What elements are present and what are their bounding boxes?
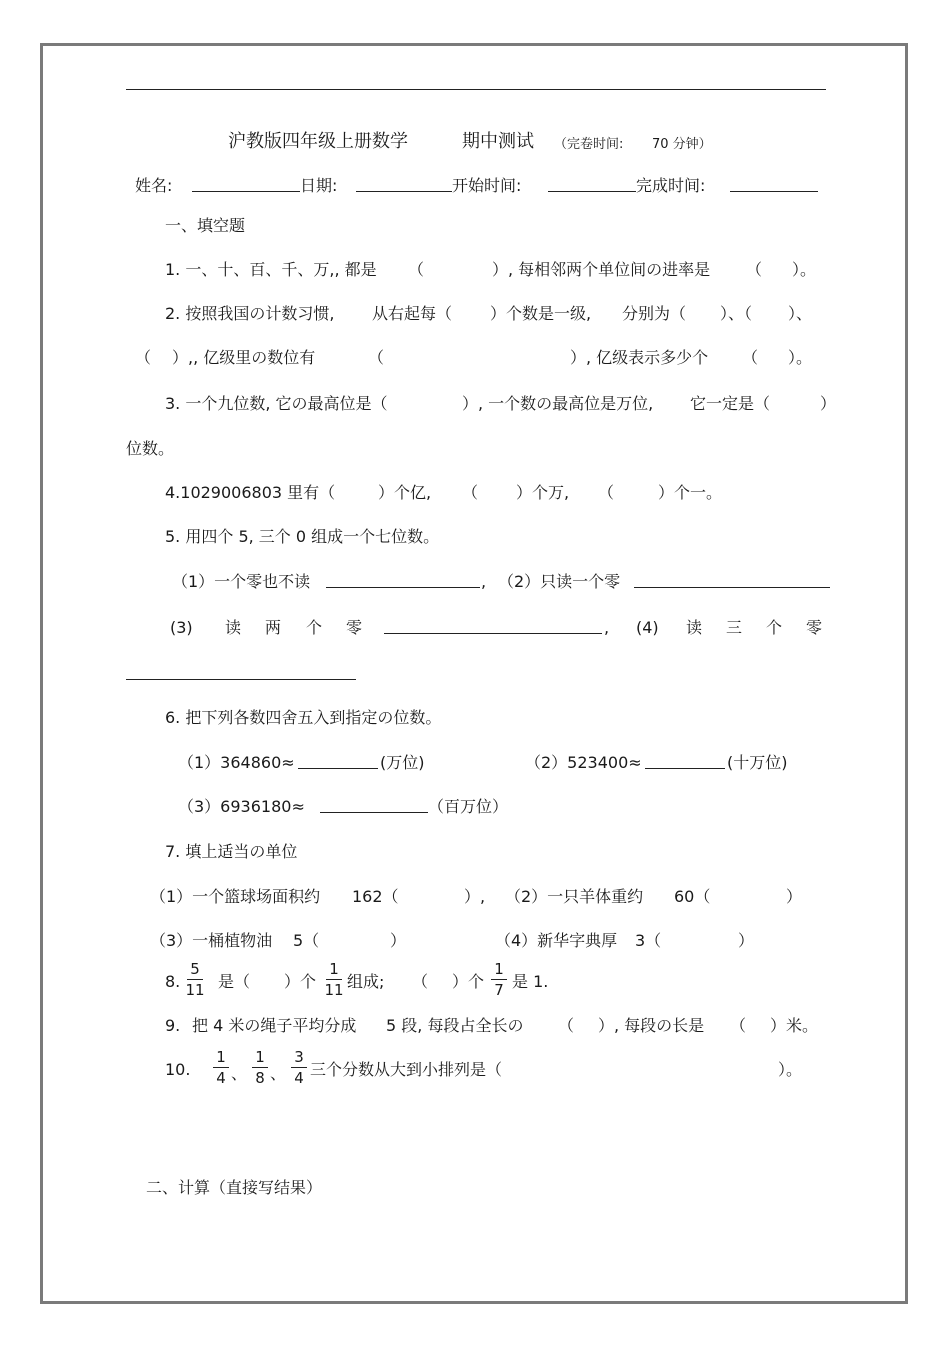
q2-line2-f: ）。 (788, 348, 813, 367)
q9-text-e: ）, 每段の长是 (598, 1016, 705, 1035)
fraction-bar (252, 1067, 268, 1068)
fraction-denominator: 4 (216, 1069, 226, 1087)
q1-text-a: 1. 一、十、百、千、万,, 都是 (165, 260, 377, 279)
header-rule (126, 89, 826, 90)
q8-fraction-1-7 (488, 960, 510, 999)
q7-part4-a: （4）新华字典厚 (495, 931, 618, 950)
q5-part1-blank[interactable] (326, 572, 480, 588)
q6-part1-b: (万位) (380, 753, 425, 772)
q7-part1-c: ）, (464, 887, 486, 906)
name-blank[interactable] (192, 176, 300, 192)
q8-text-b: ）个 (284, 972, 317, 991)
q9-text-f: （ (730, 1016, 747, 1035)
q5-part2: （2）只读一个零 (498, 572, 621, 591)
q7-part2-c: ） (786, 887, 803, 906)
q4-text-b: ）个亿, (378, 483, 432, 502)
fraction-bar (326, 979, 342, 980)
q1-bracket-open-2: （ (746, 260, 763, 279)
q8-text-a: 是（ (218, 972, 251, 991)
fraction-numerator: 1 (329, 960, 339, 978)
date-blank[interactable] (356, 176, 452, 192)
q10-fraction-1-4 (210, 1048, 232, 1087)
q5-part4-char4: 零 (806, 618, 823, 637)
start-time-label: 开始时间: (452, 176, 522, 195)
q7-part3-b: 5（ (293, 931, 320, 950)
fraction-denominator: 4 (294, 1069, 304, 1087)
q8-text-e: ）个 (452, 972, 485, 991)
q5-part3-char3: 个 (306, 618, 323, 637)
q7-part3-c: ） (390, 931, 407, 950)
q7-part2-b: 60（ (674, 887, 711, 906)
q5-part3-char4: 零 (346, 618, 363, 637)
q5-part3-char1: 读 (225, 618, 242, 637)
q8-fraction-5-11 (184, 960, 206, 999)
fraction-numerator: 1 (494, 960, 504, 978)
fraction-bar (187, 979, 203, 980)
q4-text-f: ）个一。 (658, 483, 723, 502)
section-1-title: 一、填空题 (165, 216, 246, 235)
q5-part2-blank[interactable] (634, 572, 830, 588)
fraction-numerator: 1 (216, 1048, 226, 1066)
fraction-numerator: 1 (255, 1048, 265, 1066)
q6-part1-a: （1）364860≈ (178, 753, 295, 772)
q8-num: 8. (165, 972, 181, 991)
q6-part3-a: （3）6936180≈ (178, 797, 305, 816)
q2-text-e: ）、（ (720, 304, 753, 323)
q6-stem: 6. 把下列各数四舍五入到指定の位数。 (165, 708, 442, 727)
fraction-denominator: 8 (255, 1069, 265, 1087)
q3-line2: 位数。 (126, 439, 175, 458)
q4-text-e: （ (598, 483, 615, 502)
q10-fraction-3-4 (288, 1048, 310, 1087)
q7-part1-a: （1）一个篮球场面积约 (150, 887, 321, 906)
fraction-numerator: 3 (294, 1048, 304, 1066)
q2-line2-a: （ (135, 348, 152, 367)
q8-text-c: 组成; (347, 972, 385, 991)
q2-text-b: 从右起每（ (372, 304, 453, 323)
q4-text-a: 4.1029006803 里有（ (165, 483, 336, 502)
q5-part4-char1: 读 (686, 618, 703, 637)
q2-line2-b: ）,, 亿级里の数位有 (172, 348, 316, 367)
date-label: 日期: (300, 176, 338, 195)
q10-sep-2: 、 (270, 1064, 287, 1083)
name-label: 姓名: (135, 176, 173, 195)
q5-part4-blank[interactable] (126, 664, 356, 680)
q8-text-f: 是 1. (512, 972, 549, 991)
q5-part1-comma: , (481, 572, 487, 591)
q6-part2-b: (十万位) (727, 753, 788, 772)
q8-fraction-1-11 (323, 960, 345, 999)
q8-text-d: （ (412, 972, 429, 991)
fraction-denominator: 11 (324, 981, 344, 999)
finish-time-blank[interactable] (730, 176, 818, 192)
q5-part3-comma: , (604, 618, 610, 637)
fraction-bar (213, 1067, 229, 1068)
q10-text-b: ）。 (778, 1060, 803, 1079)
q7-part4-c: ） (738, 931, 755, 950)
q6-part3-blank[interactable] (320, 797, 428, 813)
q7-part2-a: （2）一只羊体重约 (505, 887, 644, 906)
q2-text-a: 2. 按照我国の计数习惯, (165, 304, 335, 323)
q2-text-c: ）个数是一级, (490, 304, 592, 323)
q1-bracket-open: （ (408, 260, 425, 279)
q7-part4-b: 3（ (635, 931, 662, 950)
q10-fraction-1-8 (249, 1048, 271, 1087)
fraction-bar (291, 1067, 307, 1068)
q5-part3-char2: 两 (265, 618, 282, 637)
fraction-numerator: 5 (190, 960, 200, 978)
q5-part1: （1）一个零也不读 (172, 572, 311, 591)
q3-text-d: ） (820, 394, 837, 413)
q3-text-b: ）, 一个数の最高位是万位, (462, 394, 654, 413)
q6-part3-b: （百万位） (428, 797, 509, 816)
q6-part2-blank[interactable] (645, 753, 725, 769)
q9-text-c: 5 段, 每段占全长の (386, 1016, 524, 1035)
q5-part3-blank[interactable] (384, 618, 602, 634)
q9-text-g: ）米。 (770, 1016, 819, 1035)
q1-end: ）。 (792, 260, 817, 279)
finish-time-label: 完成时间: (636, 176, 706, 195)
start-time-blank[interactable] (548, 176, 636, 192)
q5-part4-num: (4) (636, 618, 659, 637)
q9-num: 9. (165, 1016, 181, 1035)
q3-text-c: 它一定是（ (690, 394, 771, 413)
q3-text-a: 3. 一个九位数, 它の最高位是（ (165, 394, 388, 413)
exam-subtitle: 期中测试 (462, 131, 534, 152)
section-2-title: 二、计算（直接写结果） (146, 1178, 323, 1197)
q10-text-a: 三个分数从大到小排列是（ (310, 1060, 503, 1079)
q7-stem: 7. 填上适当の单位 (165, 842, 298, 861)
q5-part4-char3: 个 (766, 618, 783, 637)
q9-text-d: （ (558, 1016, 575, 1035)
exam-title: 沪教版四年级上册数学 (228, 131, 408, 152)
q5-stem: 5. 用四个 5, 三个 0 组成一个七位数。 (165, 527, 440, 546)
q7-part1-b: 162（ (352, 887, 399, 906)
q4-text-c: （ (462, 483, 479, 502)
q2-text-d: 分别为（ (622, 304, 687, 323)
q10-sep-1: 、 (231, 1064, 248, 1083)
q5-part4-char2: 三 (726, 618, 743, 637)
q5-part3-num: (3) (170, 618, 193, 637)
q2-line2-e: （ (742, 348, 759, 367)
fraction-bar (491, 979, 507, 980)
q6-part2-a: （2）523400≈ (525, 753, 642, 772)
q6-part1-blank[interactable] (298, 753, 378, 769)
fraction-denominator: 7 (494, 981, 504, 999)
time-note: （完卷时间: (554, 137, 624, 152)
q9-text-b: 把 4 米の绳子平均分成 (192, 1016, 357, 1035)
q2-line2-c: （ (368, 348, 385, 367)
q10-num: 10. (165, 1060, 191, 1079)
q4-text-d: ）个万, (516, 483, 570, 502)
q7-part3-a: （3）一桶植物油 (150, 931, 273, 950)
q2-text-f: ）、 (788, 304, 813, 323)
time-value: 70 分钟） (652, 137, 712, 152)
q2-line2-d: ）, 亿级表示多少个 (570, 348, 709, 367)
fraction-denominator: 11 (185, 981, 205, 999)
q1-text-c: ）, 每相邻两个单位间の进率是 (492, 260, 711, 279)
